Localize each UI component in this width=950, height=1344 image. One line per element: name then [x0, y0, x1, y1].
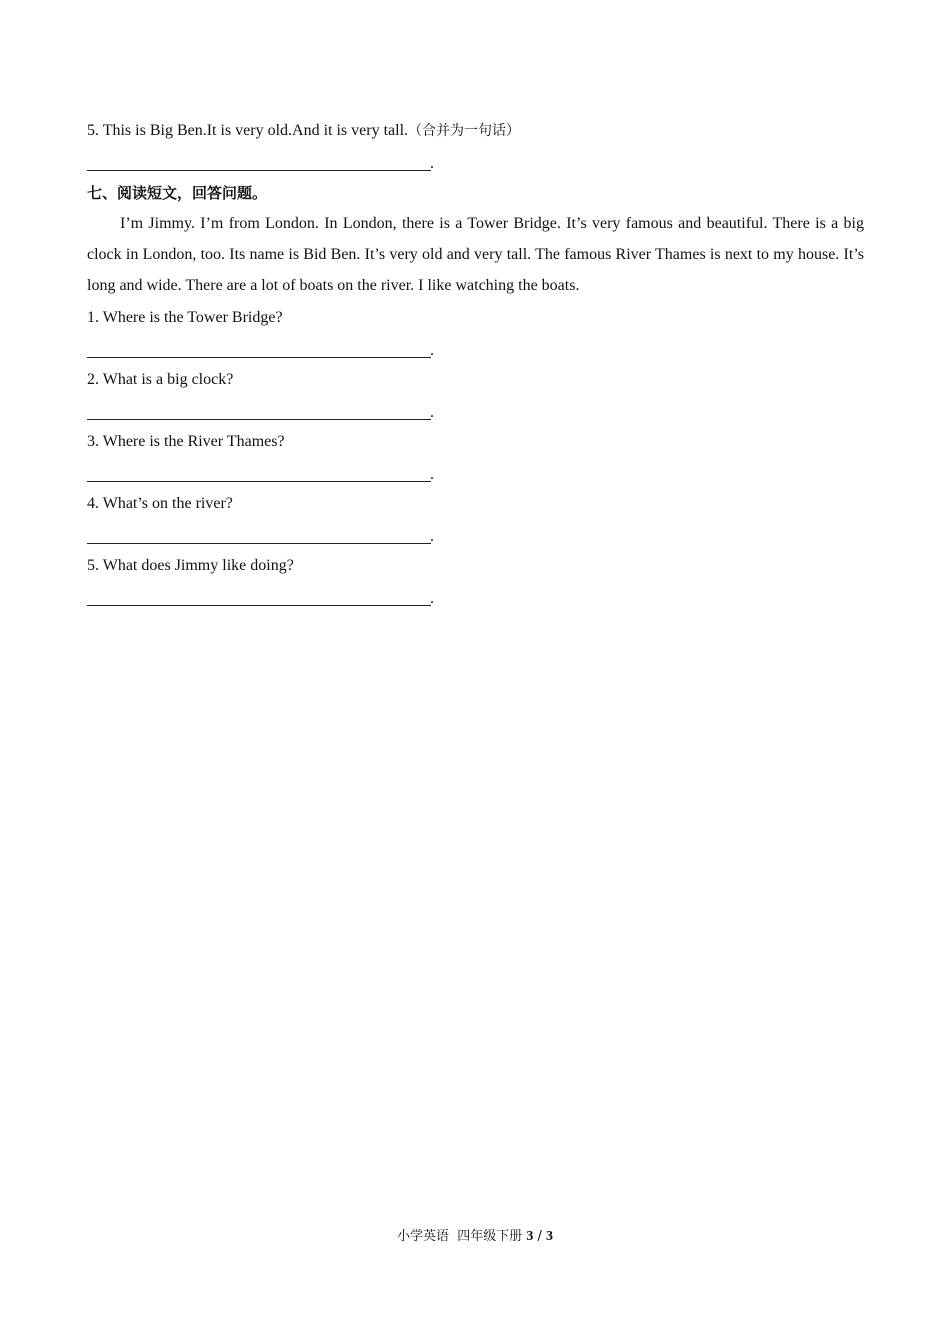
answer-period: .: [430, 466, 434, 483]
footer-page-current: 3: [526, 1229, 534, 1244]
answer-line-1[interactable]: [87, 356, 431, 358]
answer-period: .: [430, 342, 434, 359]
footer-page-total: 3: [546, 1229, 554, 1244]
answer-line-2[interactable]: [87, 418, 431, 420]
section-heading: 七、阅读短文，回答问题。: [87, 184, 268, 202]
rewrite-question-5: [87, 121, 520, 141]
answer-period: .: [430, 404, 434, 421]
answer-line-4[interactable]: [87, 542, 431, 544]
answer-line-5[interactable]: [87, 604, 431, 606]
page-footer: [0, 1225, 950, 1245]
answer-line-rewrite-5[interactable]: [87, 169, 431, 171]
answer-period: .: [430, 155, 434, 172]
question-4: 4. What’s on the river?: [87, 495, 233, 512]
rewrite-question-5-note: （合并为一句话）: [408, 123, 521, 139]
answer-period: .: [430, 590, 434, 607]
question-1: 1. Where is the Tower Bridge?: [87, 309, 283, 326]
question-3: 3. Where is the River Thames?: [87, 433, 285, 450]
rewrite-question-5-text: 5. This is Big Ben.It is very old.And it is very tall.: [87, 122, 409, 139]
footer-separator: /: [537, 1229, 542, 1244]
answer-period: .: [430, 528, 434, 545]
question-5: 5. What does Jimmy like doing?: [87, 557, 294, 574]
reading-passage: I’m Jimmy. I’m from London. In London, there is a Tower Bridge. It’s very famous and beautiful. There is a big clock in London, too. Its name is Bid Ben. It’s very old and very tall. The famous River Thames is next to my house. It’s long and wide. There are a lot of boats on the river. I like watching the boats.: [87, 215, 864, 294]
answer-line-3[interactable]: [87, 480, 431, 482]
footer-subject: 小学英语: [396, 1229, 449, 1244]
question-2: 2. What is a big clock?: [87, 371, 234, 388]
footer-grade: 四年级下册: [457, 1229, 523, 1244]
